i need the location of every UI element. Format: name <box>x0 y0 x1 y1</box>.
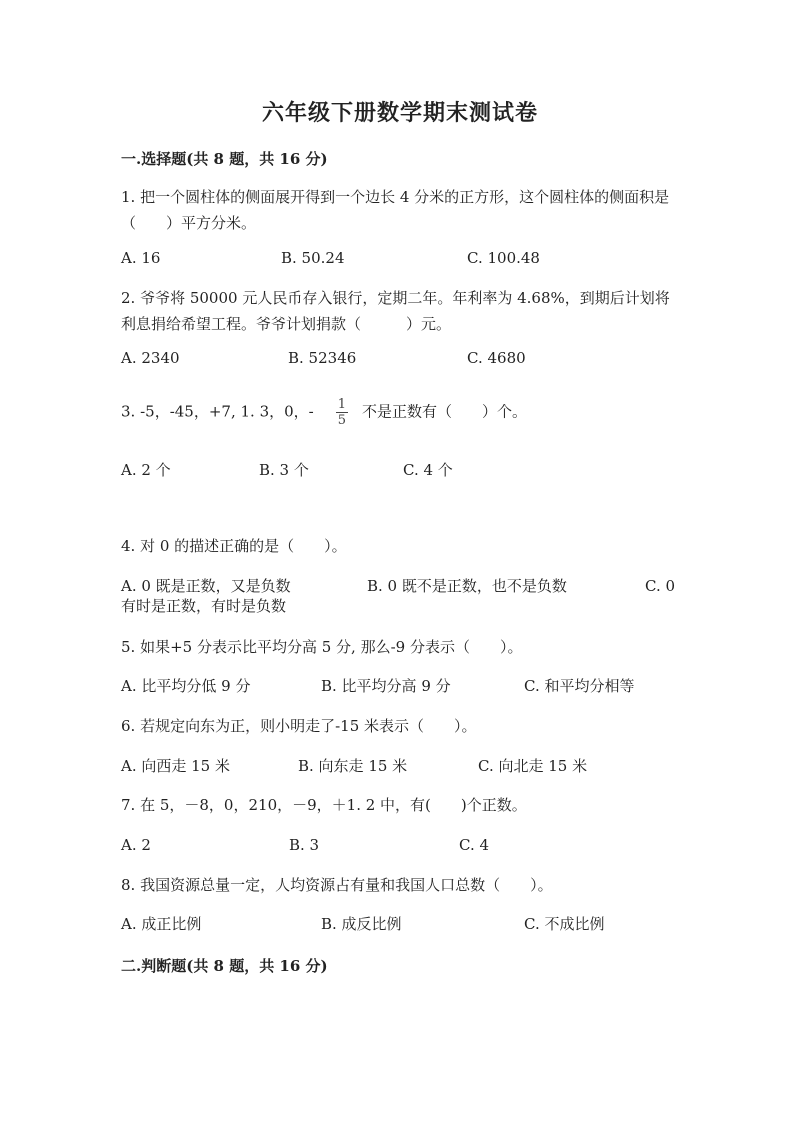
option-c: C. 0 <box>645 577 676 595</box>
question-1: 1. 把一个圆柱体的侧面展开得到一个边长 4 分米的正方形，这个圆柱体的侧面积是（ ）平方分米。 <box>121 188 670 232</box>
option-c: C. 4680 <box>467 349 526 367</box>
section-heading-judgment: 二.判断题(共 8 题，共 16 分) <box>121 957 328 975</box>
option-a: A. 2340 <box>121 349 180 367</box>
section-heading-choice: 一.选择题(共 8 题，共 16 分) <box>121 150 328 168</box>
question-3 <box>121 397 681 428</box>
fraction-numerator: 1 <box>337 397 347 412</box>
question-6-options <box>121 753 681 779</box>
question-2-options <box>121 345 681 371</box>
option-a: A. 成正比例 <box>121 915 202 933</box>
question-5: 5. 如果+5 分表示比平均分高 5 分, 那么-9 分表示（ ）。 <box>121 638 523 656</box>
fraction-denominator: 5 <box>337 413 347 428</box>
option-b: B. 50.24 <box>281 249 345 267</box>
question-4: 4. 对 0 的描述正确的是（ ）。 <box>121 537 347 555</box>
fraction <box>336 397 348 428</box>
option-b: B. 成反比例 <box>321 915 402 933</box>
option-a: A. 比平均分低 9 分 <box>121 677 251 695</box>
option-c: C. 4 <box>459 836 490 854</box>
option-c: C. 不成比例 <box>524 915 605 933</box>
question-5-options <box>121 673 681 699</box>
question-3-text-after: 不是正数有（ ）个。 <box>362 402 528 421</box>
option-a: A. 2 <box>121 836 151 854</box>
option-a: A. 0 既是正数，又是负数 <box>121 577 291 595</box>
question-8: 8. 我国资源总量一定，人均资源占有量和我国人口总数（ ）。 <box>121 876 553 894</box>
option-b: B. 52346 <box>288 349 357 367</box>
question-7-options <box>121 832 681 858</box>
question-7: 7. 在 5，－8，0，210，－9，＋1. 2 中，有( )个正数。 <box>121 796 527 814</box>
option-a: A. 16 <box>121 249 161 267</box>
option-b: B. 0 既不是正数，也不是负数 <box>367 577 567 595</box>
page-title: 六年级下册数学期末测试卷 <box>261 100 538 126</box>
option-b: B. 向东走 15 米 <box>298 757 408 775</box>
question-3-options <box>121 457 681 483</box>
question-2: 2. 爷爷将 50000 元人民币存入银行，定期二年。年利率为 4.68%，到期后计划将利息捐给希望工程。爷爷计划捐款（ ）元。 <box>121 289 670 333</box>
option-a: A. 向西走 15 米 <box>121 757 230 775</box>
question-4-option-c-continued <box>121 593 681 619</box>
option-c: C. 向北走 15 米 <box>478 757 588 775</box>
question-1-options <box>121 245 681 271</box>
option-a: A. 2 个 <box>121 461 171 479</box>
option-c-wrap: 有时是正数，有时是负数 <box>121 597 287 615</box>
question-8-options <box>121 911 681 937</box>
option-c: C. 100.48 <box>467 249 540 267</box>
option-b: B. 3 个 <box>259 461 309 479</box>
option-c: C. 4 个 <box>403 461 453 479</box>
option-c: C. 和平均分相等 <box>524 677 635 695</box>
question-3-text-before: 3. -5，-45，+7, 1. 3，0，- <box>121 402 314 421</box>
option-b: B. 3 <box>289 836 320 854</box>
question-6: 6. 若规定向东为正，则小明走了-15 米表示（ ）。 <box>121 717 477 735</box>
option-b: B. 比平均分高 9 分 <box>321 677 451 695</box>
